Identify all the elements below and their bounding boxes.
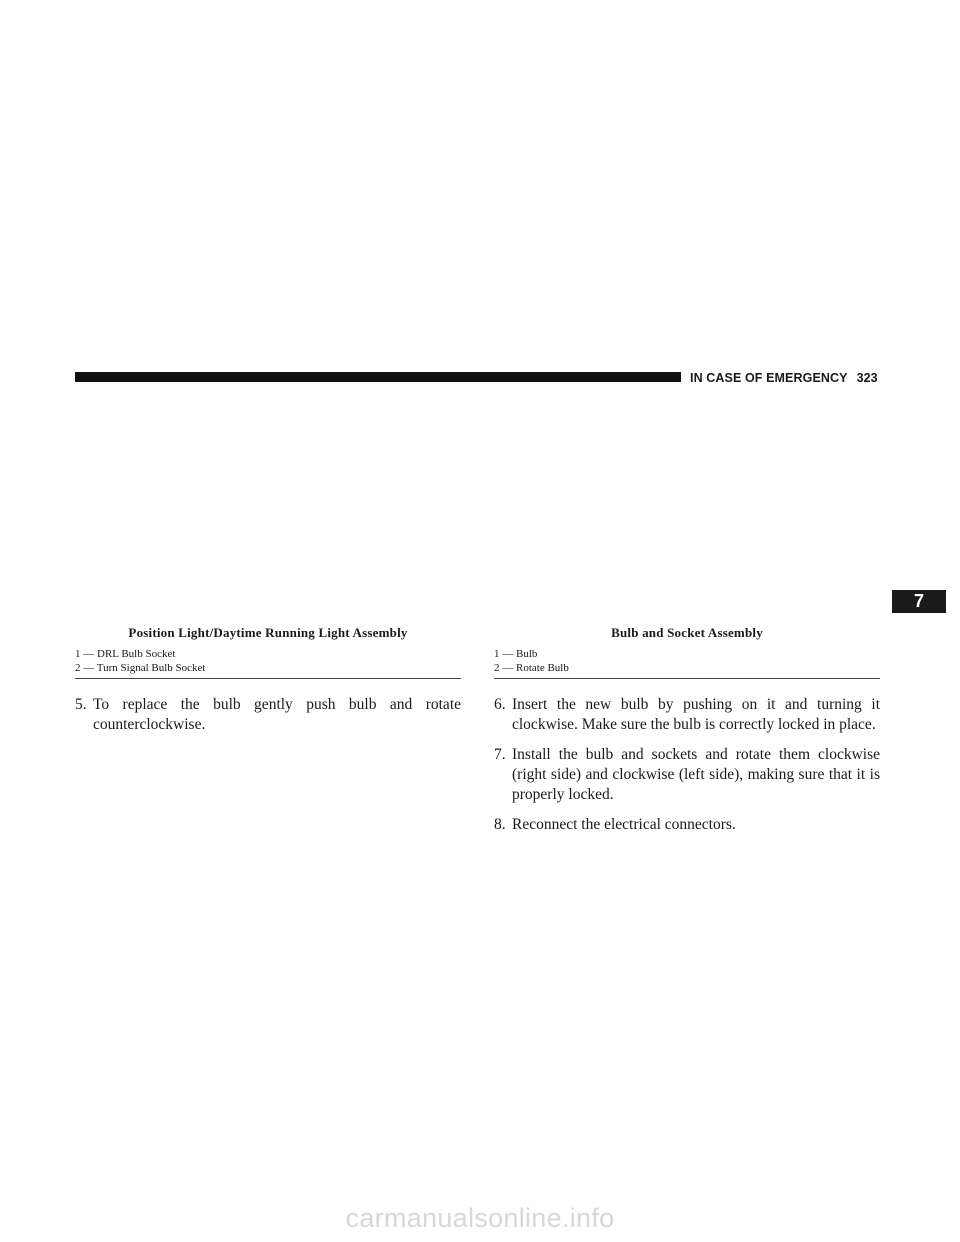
figure-caption: Position Light/Daytime Running Light Assembly bbox=[128, 625, 408, 640]
legend-item: 2 — Turn Signal Bulb Socket bbox=[75, 661, 206, 674]
figure-legend bbox=[494, 648, 880, 679]
step-text: Insert the new bulb by pushing on it and turning it clockwise. Make sure the bulb is correctly locked in place. bbox=[512, 696, 880, 733]
step-text: Reconnect the electrical connectors. bbox=[512, 816, 736, 833]
legend-item: 1 — DRL Bulb Socket bbox=[75, 648, 176, 660]
legend-item: 2 — Rotate Bulb bbox=[494, 661, 569, 674]
step-text: To replace the bulb gently push bulb and rotate counterclockwise. bbox=[93, 696, 461, 733]
figure-legend bbox=[75, 648, 461, 679]
list-item bbox=[494, 695, 880, 735]
step-number: 8. bbox=[494, 816, 506, 833]
section-title: IN CASE OF EMERGENCY bbox=[690, 371, 848, 385]
figure-caption: Bulb and Socket Assembly bbox=[611, 625, 763, 640]
header-rule bbox=[75, 372, 681, 382]
step-text: Install the bulb and sockets and rotate them clockwise (right side) and clockwise (left side), making sure that it is properly locked. bbox=[512, 746, 880, 803]
legend-item: 1 — Bulb bbox=[494, 648, 538, 660]
page-number: 323 bbox=[856, 371, 878, 385]
left-column bbox=[75, 624, 461, 745]
step-number: 7. bbox=[494, 746, 506, 763]
list-item bbox=[75, 695, 461, 735]
step-list bbox=[494, 695, 880, 835]
watermark: carmanualsonline.info bbox=[345, 1203, 615, 1233]
running-header bbox=[690, 370, 878, 386]
step-list bbox=[75, 695, 461, 735]
list-item bbox=[494, 815, 880, 835]
right-column bbox=[494, 624, 880, 845]
chapter-tab: 7 bbox=[892, 590, 946, 613]
step-number: 5. bbox=[75, 696, 87, 713]
step-number: 6. bbox=[494, 696, 506, 713]
list-item bbox=[494, 745, 880, 805]
